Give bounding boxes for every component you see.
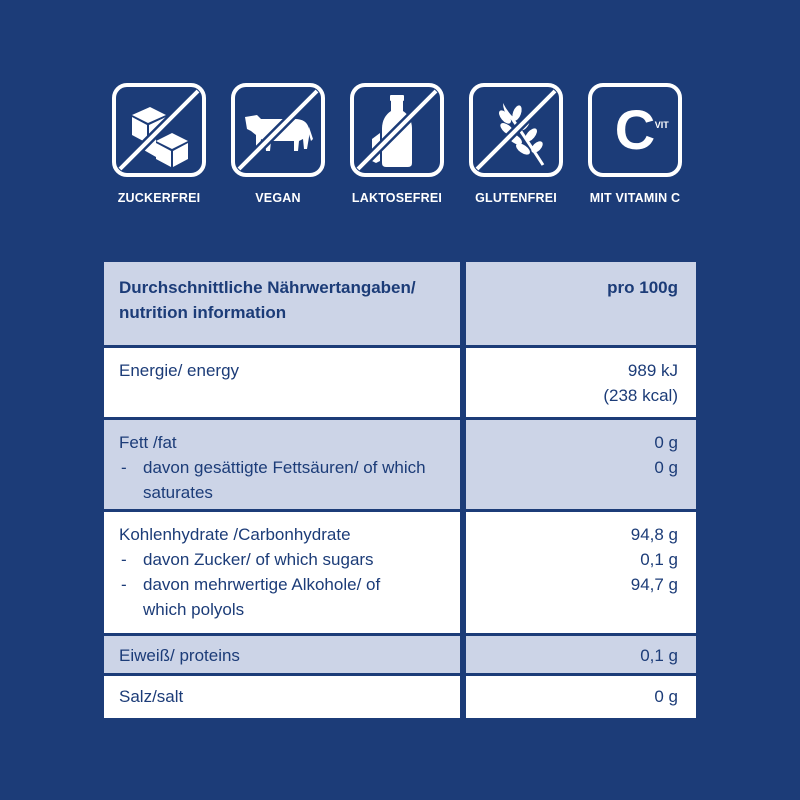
table-row-energy (104, 348, 696, 420)
sub-dash: - (121, 458, 127, 477)
energy-kj: 989 kJ (627, 361, 678, 380)
table-row-carbs (104, 512, 696, 636)
carbs-label-cell (104, 512, 466, 633)
carbs-sugar (119, 547, 446, 572)
sugar-label: davon Zucker/ of which sugars (143, 550, 374, 569)
table-row-salt (104, 676, 696, 718)
carbs-label: Kohlenhydrate /Carbonhydrate (119, 525, 351, 544)
icon-lactose-free (346, 83, 448, 205)
icon-label: MIT VITAMIN C (589, 191, 681, 205)
cow-crossed-icon (231, 83, 325, 177)
fat-sub-label (143, 455, 426, 505)
protein-value: 0,1 g (640, 646, 678, 665)
wheat-crossed-icon (469, 83, 563, 177)
energy-kcal: (238 kcal) (603, 386, 678, 405)
carbs-polyols (119, 572, 446, 622)
header-line1: Durchschnittliche Nährwertangaben/ (119, 278, 416, 297)
carbs-values (466, 512, 696, 633)
fat-value: 0 g (654, 433, 678, 452)
salt-label: Salz/salt (104, 676, 466, 718)
icon-label: GLUTENFREI (475, 191, 557, 205)
fat-label: Fett /fat (119, 433, 177, 452)
table-row-fat (104, 420, 696, 512)
table-header-row (104, 262, 696, 348)
icon-vitamin-c (584, 83, 686, 205)
fat-sub-line1: davon gesättigte Fettsäuren/ of which (143, 458, 426, 477)
nutrition-table (104, 262, 696, 718)
fat-values (466, 420, 696, 509)
carbs-value: 94,8 g (630, 525, 678, 544)
vitamin-c-letter (614, 98, 669, 161)
vitamin-sup: VIT (654, 120, 669, 130)
table-row-protein (104, 636, 696, 676)
header-line2: nutrition information (119, 303, 287, 322)
icon-vegan (227, 83, 329, 205)
icon-gluten-free (465, 83, 567, 205)
sugar-value: 0,1 g (640, 550, 678, 569)
polyol-value: 94,7 g (630, 575, 678, 594)
fat-label-cell (104, 420, 466, 509)
icon-sugar-free (108, 83, 210, 205)
energy-label: Energie/ energy (104, 348, 466, 417)
vitamin-letter: C (614, 98, 656, 161)
icon-label: VEGAN (255, 191, 301, 205)
fat-sub-value: 0 g (654, 458, 678, 477)
fat-sub-line2: saturates (143, 483, 213, 502)
icon-label: ZUCKERFREI (117, 191, 201, 205)
diet-icons (108, 83, 686, 205)
polyol-line1: davon mehrwertige Alkohole/ of (143, 575, 381, 594)
header-per: pro 100g (607, 278, 678, 297)
header-label (104, 262, 466, 345)
salt-value: 0 g (654, 687, 678, 706)
polyol-label (143, 572, 380, 622)
sugar-cubes-crossed-icon (112, 83, 206, 177)
vitamin-c-icon (588, 83, 682, 177)
polyol-line2: which polyols (143, 600, 245, 619)
protein-label: Eiweiß/ proteins (104, 636, 466, 673)
fat-sub (119, 455, 446, 505)
energy-value (466, 348, 696, 417)
sub-dash: - (121, 575, 127, 594)
icon-label: LAKTOSEFREI (351, 191, 443, 205)
milk-bottle-crossed-icon (350, 83, 444, 177)
sub-dash: - (121, 550, 127, 569)
